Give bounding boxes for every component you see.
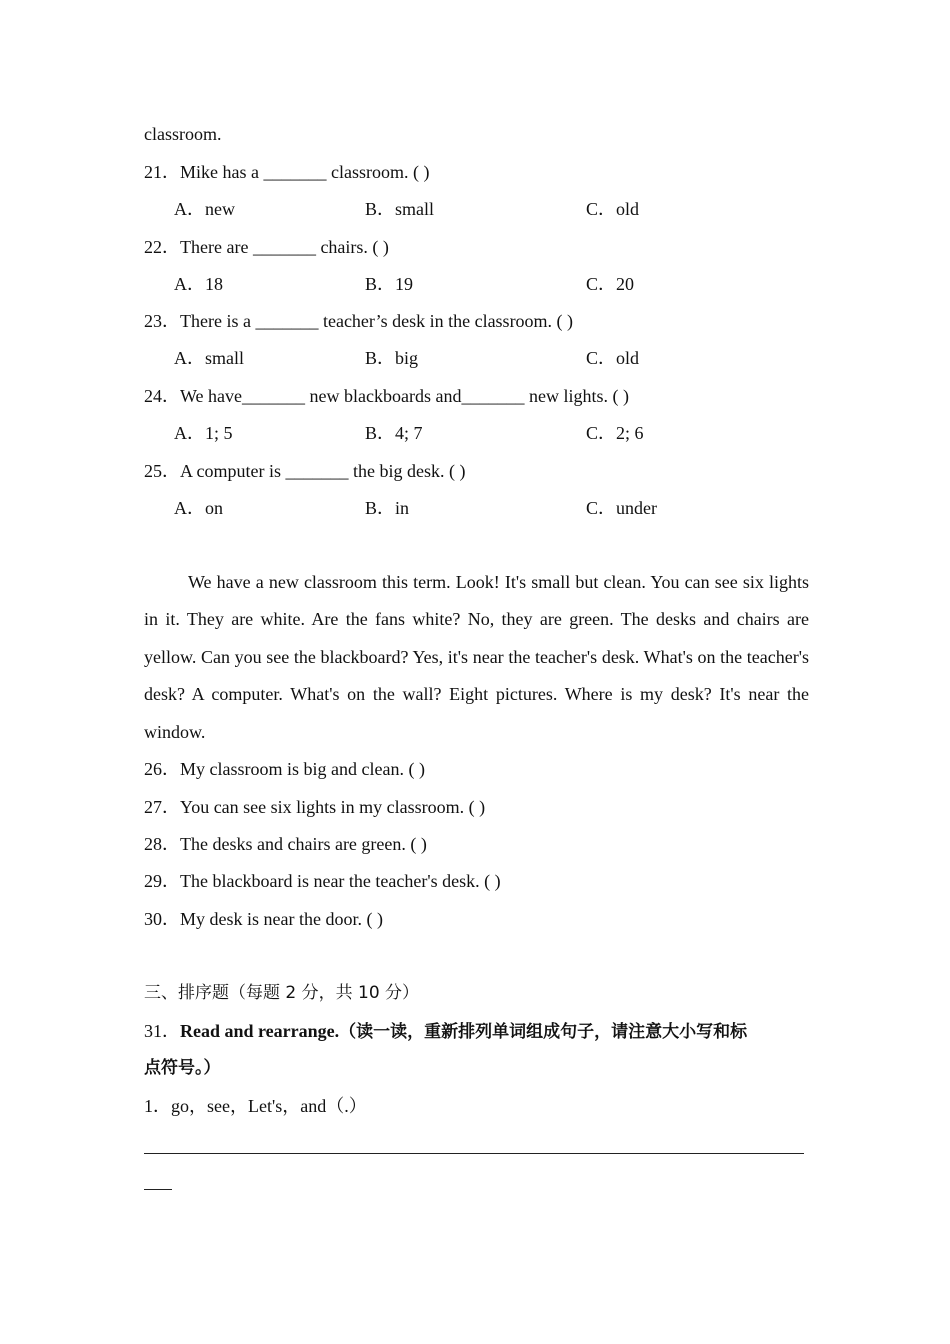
option-c: C．old	[586, 199, 640, 219]
option-a: A．18	[174, 274, 223, 294]
option-a: A．small	[174, 348, 244, 368]
option-a: A．on	[174, 498, 223, 518]
question-stem: 25．A computer is _______ the big desk. ( )	[144, 461, 466, 481]
question-stem: 22．There are _______ chairs. ( )	[144, 237, 389, 257]
question-stem: 23．There is a _______ teacher’s desk in the classroom. ( )	[144, 311, 574, 331]
instruction-cn: （读一读，重新排列单词组成句子，请注意大小写和标	[339, 1022, 748, 1042]
answer-line-continued	[144, 1189, 172, 1190]
option-b: B．19	[365, 274, 414, 294]
option-a: A．1; 5	[174, 423, 233, 443]
answer-line	[144, 1153, 804, 1154]
option-b: B．4; 7	[365, 423, 423, 443]
option-c: C．under	[586, 498, 657, 518]
option-c: C．2; 6	[586, 423, 644, 443]
tf-question: 29．The blackboard is near the teacher's desk. ( )	[144, 871, 501, 891]
option-b: B．small	[365, 199, 435, 219]
reading-passage	[144, 564, 809, 751]
question-number: 31．	[144, 1021, 180, 1041]
tf-question: 27．You can see six lights in my classroom. ( )	[144, 797, 486, 817]
tf-question: 26．My classroom is big and clean. ( )	[144, 759, 425, 779]
option-c: C．20	[586, 274, 635, 294]
section-heading: 三、排序题（每题 2 分，共 10 分）	[144, 983, 420, 1003]
question-stem: 24．We have_______ new blackboards and_______ new lights. ( )	[144, 386, 629, 406]
rearrange-item: 1．go，see，Let's，and（.）	[144, 1096, 367, 1116]
option-b: B．in	[365, 498, 410, 518]
instruction-bold: Read and rearrange.	[180, 1021, 340, 1041]
tf-question: 30．My desk is near the door. ( )	[144, 909, 383, 929]
option-b: B．big	[365, 348, 419, 368]
tf-question: 28．The desks and chairs are green. ( )	[144, 834, 427, 854]
question-stem: 21．Mike has a _______ classroom. ( )	[144, 162, 430, 182]
instruction-cn-continued: 点符号。）	[144, 1058, 221, 1078]
question-31	[144, 1020, 747, 1043]
passage-text: We have a new classroom this term. Look! It's small but clean. You can see six lights in it. They are white. Are the fans white? No, they are green. The desks and chairs are yellow. Can you see the blackboard? Yes, it's near the teacher's desk. What's on the teacher's desk? A computer. What's on the wall? Eight pictures. Where is my desk? It's near the window.	[144, 572, 809, 742]
option-a: A．new	[174, 199, 235, 219]
continued-text: classroom.	[144, 124, 222, 144]
option-c: C．old	[586, 348, 640, 368]
